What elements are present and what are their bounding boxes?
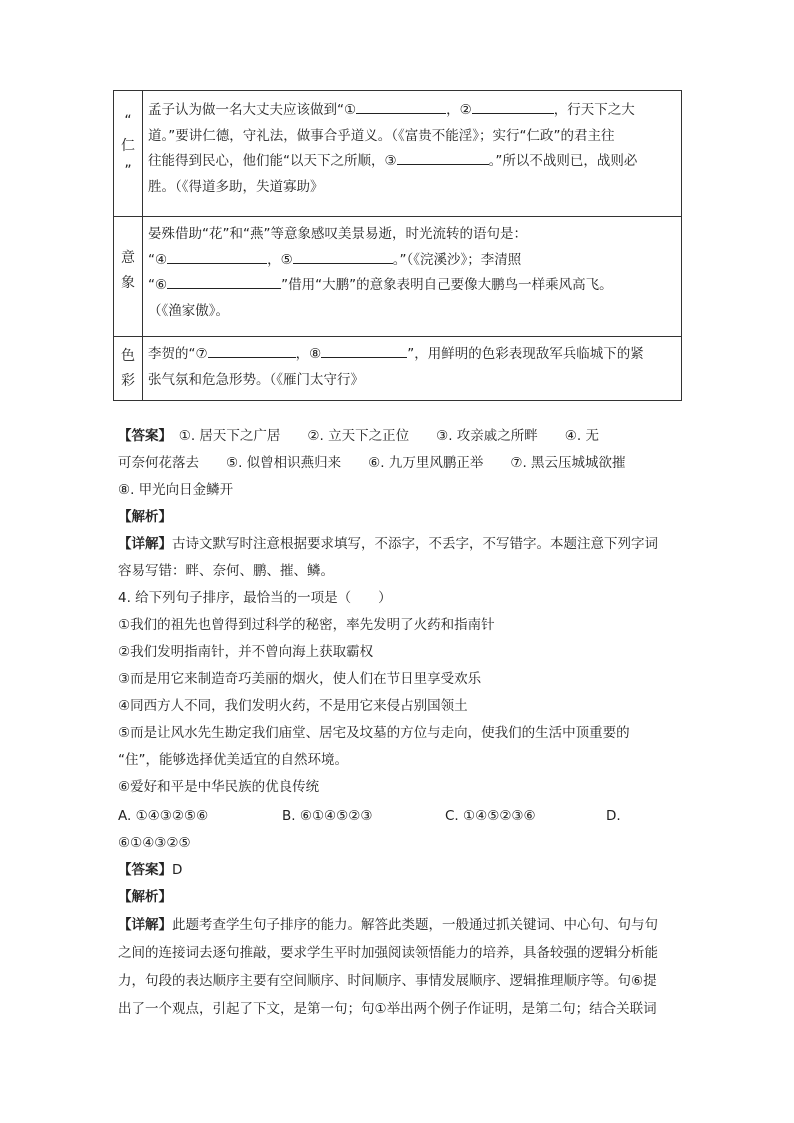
table-line: 往能得到民心，他们能“以天下之所顺，③ 。”所以不战则已，战则必 — [148, 149, 673, 175]
answer-label: 【答案】 — [118, 428, 166, 444]
answer-value: D — [172, 862, 183, 878]
table-line: “④ ，⑤ 。”（《浣溪沙》；李清照 — [148, 248, 673, 274]
table-line: 张气氛和危急形势。（《雁门太守行》 — [148, 371, 364, 388]
fill-blank-4[interactable] — [167, 248, 267, 264]
options-row — [118, 803, 678, 830]
row-category-yixiang — [114, 246, 142, 296]
detail-line: 【详解】此题考查学生句子排序的能力。解答此类题，一般通过抓关键词、中心句、句与句 — [118, 917, 658, 933]
category-char: 仁 — [121, 138, 135, 154]
poetry-table — [113, 90, 682, 401]
table-line: 李贺的“⑦ ，⑧ ”，用鲜明的色彩表现敌军兵临城下的紧 — [148, 342, 673, 368]
category-char: ” — [124, 163, 132, 179]
category-char: 象 — [121, 275, 135, 291]
category-char: 色 — [121, 348, 135, 364]
answer-block-1 — [118, 423, 678, 504]
option-b[interactable]: B. ⑥①④⑤②③ — [282, 808, 373, 824]
row-category-secai — [114, 344, 142, 394]
sentence-item: “住”，能够选择优美适宜的自然环境。 — [118, 752, 348, 768]
row-divider — [114, 336, 681, 337]
question-stem: 4. 给下列句子排序，最恰当的一项是（ ） — [118, 590, 392, 606]
question-4 — [118, 585, 678, 801]
option-a[interactable]: A. ①④③②⑤⑥ — [118, 808, 209, 824]
fill-blank-8[interactable] — [321, 342, 407, 358]
sentence-item: ②我们发明指南针，并不曾向海上获取霸权 — [118, 644, 374, 660]
detail-line: 容易写错：畔、奈何、鹏、摧、鳞。 — [118, 563, 334, 579]
category-char: “ — [124, 113, 132, 129]
option-d[interactable]: D. — [606, 808, 621, 824]
fill-blank-7[interactable] — [208, 342, 296, 358]
detail-block-2 — [118, 911, 678, 1023]
category-char: 彩 — [121, 373, 135, 389]
fill-blank-2[interactable] — [472, 98, 554, 114]
answer-line: ⑧. 甲光向日金鳞开 — [118, 482, 234, 498]
detail-line: 【详解】古诗文默写时注意根据要求填写，不添字，不丢字，不写错字。本题注意下列字词 — [118, 536, 658, 552]
fill-blank-5[interactable] — [293, 248, 393, 264]
sentence-item: ⑤而是让风水先生勘定我们庙堂、居宅及坟墓的方位与走向，使我们的生活中顶重要的 — [118, 725, 630, 741]
analysis-heading-2: 【解析】 — [118, 889, 172, 905]
table-line: 胜。（《得道多助，失道寡助》 — [148, 178, 324, 195]
detail-line: 之间的连接词去逐句推敲，要求学生平时加强阅读领悟能力的培养，具备较强的逻辑分析能 — [118, 945, 658, 961]
detail-block-1 — [118, 531, 678, 585]
row-content-secai — [148, 342, 673, 393]
answer-block-2: 【答案】D — [118, 862, 183, 878]
table-line: “⑥ ”借用“大鹏”的意象表明自己要像大鹏鸟一样乘风高飞。 — [148, 273, 673, 299]
row-category-ren — [114, 109, 142, 184]
column-divider — [142, 91, 143, 400]
row-content-yixiang — [148, 222, 673, 324]
row-content-ren — [148, 98, 673, 200]
table-line: 孟子认为做一名大丈夫应该做到“① ，② ，行天下之大 — [148, 98, 673, 124]
detail-line: 出了一个观点，引起了下文，是第一句；句①举出两个例子作证明，是第二句；结合关联词 — [118, 1001, 657, 1017]
category-char: 意 — [121, 250, 135, 266]
answer-line: 可奈何花落去 ⑤. 似曾相识燕归来 ⑥. 九万里风鹏正举 ⑦. 黑云压城城欲摧 — [118, 455, 626, 471]
fill-blank-3[interactable] — [397, 149, 489, 165]
analysis-heading-1: 【解析】 — [118, 509, 172, 525]
table-line: 晏殊借助“花”和“燕”等意象感叹美景易逝，时光流转的语句是： — [148, 226, 527, 242]
sentence-item: ④同西方人不同，我们发明火药，不是用它来侵占别国领土 — [118, 698, 468, 714]
table-line: （《渔家傲》。 — [148, 302, 229, 319]
fill-blank-6[interactable] — [167, 273, 281, 289]
sentence-item: ①我们的祖先也曾得到过科学的秘密，率先发明了火药和指南针 — [118, 617, 495, 633]
detail-line: 力，句段的表达顺序主要有空间顺序、时间顺序、事情发展顺序、逻辑推理顺序等。句⑥提 — [118, 973, 657, 989]
fill-blank-1[interactable] — [356, 98, 446, 114]
table-line: 道。”要讲仁德，守礼法，做事合乎道义。（《富贵不能淫》；实行“仁政”的君主往 — [148, 127, 615, 144]
option-d-value: ⑥①④③②⑤ — [118, 835, 191, 851]
option-c[interactable]: C. ①④⑤②③⑥ — [445, 808, 536, 824]
answer-line: 【答案】 ①. 居天下之广居 ②. 立天下之正位 ③. 攻亲戚之所畔 ④. 无 — [118, 428, 599, 444]
row-divider — [114, 216, 681, 217]
sentence-item: ⑥爱好和平是中华民族的优良传统 — [118, 779, 320, 795]
sentence-item: ③而是用它来制造奇巧美丽的烟火，使人们在节日里享受欢乐 — [118, 671, 482, 687]
